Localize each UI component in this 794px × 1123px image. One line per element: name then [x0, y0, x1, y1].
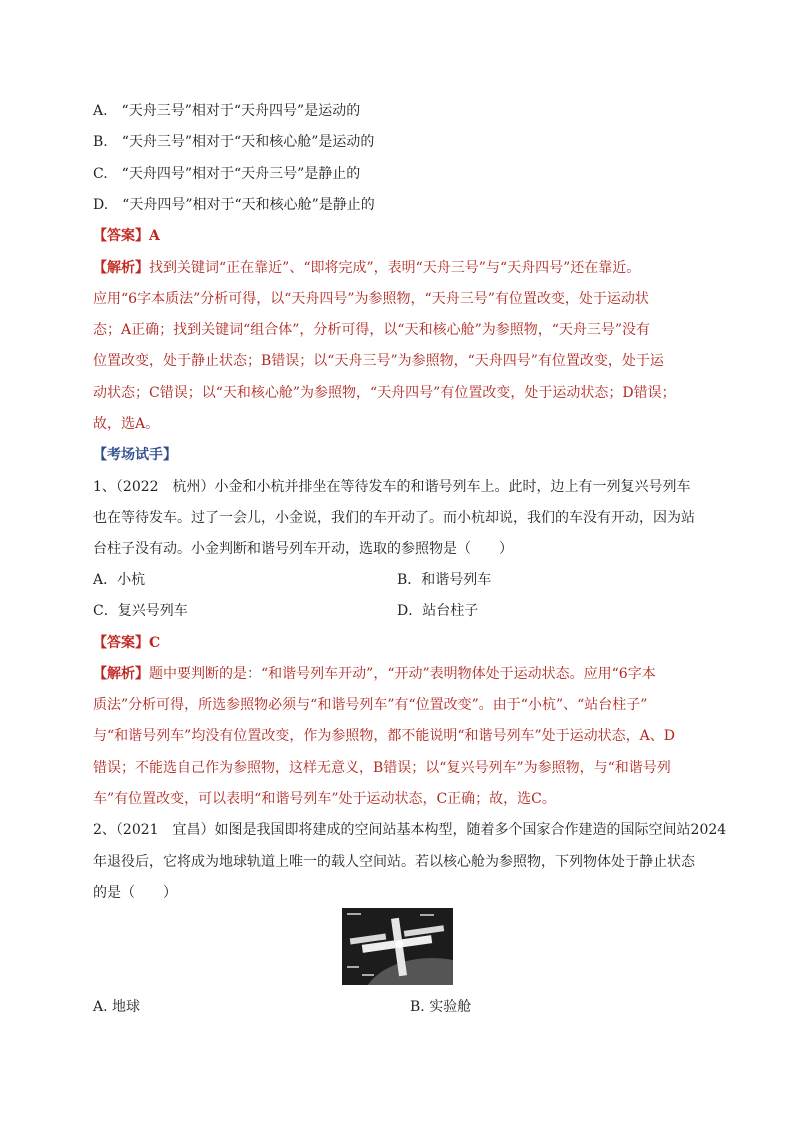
analysis-line	[93, 258, 640, 278]
q2-stem: 2、（2021 宜昌）如图是我国即将建成的空间站基本构型，随着多个国家合作建造的国际空间站2024	[93, 822, 727, 838]
space-station-icon	[342, 908, 453, 985]
q2-stem: 的是（ ）	[93, 885, 177, 901]
analysis-line: 应用“6字本质法”分析可得，以“天舟四号”为参照物，“天舟三号”有位置改变，处于运动状	[93, 291, 649, 307]
q1-answer-line	[93, 633, 160, 653]
option-c: C. “天舟四号”相对于“天舟三号”是静止的	[93, 166, 361, 182]
analysis-line: 动状态；C错误；以“天和核心舱”为参照物，“天舟四号”有位置改变，处于运动状态；D错误；	[93, 385, 676, 401]
option-a: A. “天舟三号”相对于“天舟四号”是运动的	[93, 103, 361, 119]
q1-analysis-line: 与“和谐号列车”均没有位置改变，作为参照物，都不能说明“和谐号列车”处于运动状态，A、D	[93, 728, 675, 744]
analysis-line: 态；A正确；找到关键词“组合体”，分析可得，以“天和核心舱”为参照物，“天舟三号”没有	[93, 322, 651, 338]
answer-tag: 【答案】	[93, 228, 149, 244]
q1-option-b: B．和谐号列车	[397, 572, 492, 588]
q2-option-a: A. 地球	[93, 999, 141, 1015]
q1-stem: 也在等待发车。过了一会儿，小金说，我们的车开动了。而小杭却说，我们的车没有开动，因为站	[93, 510, 695, 526]
q2-stem: 年退役后，它将成为地球轨道上唯一的载人空间站。若以核心舱为参照物，下列物体处于静止状态	[93, 854, 695, 870]
q1-stem: 台柱子没有动。小金判断和谐号列车开动，选取的参照物是（ ）	[93, 541, 513, 557]
analysis-line: 位置改变，处于静止状态；B错误；以“天舟三号”为参照物，“天舟四号”有位置改变，处于运	[93, 353, 664, 369]
q1-analysis-line: 错误；不能选自己作为参照物，这样无意义，B错误；以“复兴号列车”为参照物，与“和谐号列	[93, 760, 671, 776]
analysis-tag: 【解析】	[93, 260, 149, 276]
q1-options-row	[93, 601, 188, 621]
answer-value: A	[149, 228, 160, 244]
q1-answer-tag: 【答案】	[93, 635, 149, 651]
q1-option-d: D．站台柱子	[397, 603, 479, 619]
q1-options-row	[93, 570, 145, 590]
option-d: D. “天舟四号”相对于“天和核心舱”是静止的	[93, 197, 375, 213]
analysis-text: 找到关键词“正在靠近”、“即将完成”，表明“天舟三号”与“天舟四号”还在靠近。	[149, 260, 641, 276]
q1-analysis-tag: 【解析】	[93, 666, 149, 682]
option-b: B. “天舟三号”相对于“天和核心舱”是运动的	[93, 134, 375, 150]
q1-stem: 1、（2022 杭州）小金和小杭并排坐在等待发车的和谐号列车上。此时，边上有一列复兴号列车	[93, 479, 691, 495]
q2-option-b: B. 实验舱	[410, 999, 472, 1015]
q1-analysis-line: 车”有位置改变，可以表明“和谐号列车”处于运动状态，C正确；故，选C。	[93, 791, 556, 807]
q1-option-c: C．复兴号列车	[93, 603, 188, 619]
analysis-line: 故，选A。	[93, 416, 160, 432]
q1-analysis-line: 质法”分析可得，所选参照物必须与“和谐号列车”有“位置改变”。由于“小杭”、“站台柱子”	[93, 697, 648, 713]
q1-analysis-line	[93, 664, 656, 684]
space-station-image	[342, 908, 453, 985]
q1-analysis-text: 题中要判断的是：“和谐号列车开动”，“开动”表明物体处于运动状态。应用“6字本	[149, 666, 656, 682]
answer-line	[93, 226, 160, 246]
section-title: 【考场试手】	[93, 447, 177, 463]
q1-option-a: A．小杭	[93, 572, 146, 588]
q1-answer-value: C	[149, 635, 161, 651]
